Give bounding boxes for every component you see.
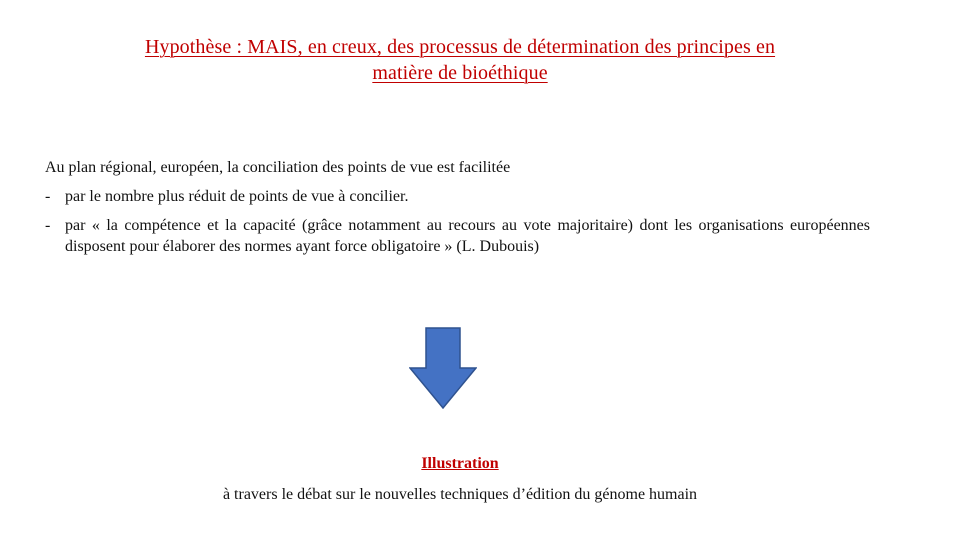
- bullet-marker: -: [45, 188, 51, 205]
- slide-body: [45, 157, 870, 265]
- slide-title-line-2: matière de bioéthique: [372, 62, 548, 84]
- down-arrow-icon: [409, 327, 477, 409]
- bullet-text-2: par « la compétence et la capacité (grâce notamment au recours au vote majoritaire) dont les organisations européennes disposent pour élaborer des normes ayant force obligatoire » (L. Dubouis): [65, 217, 870, 255]
- bullet-text-1: par le nombre plus réduit de points de vue à concilier.: [65, 188, 409, 205]
- slide-title: [40, 34, 880, 86]
- down-arrow-shape: [410, 328, 476, 408]
- bullet-list: [45, 186, 870, 257]
- slide-title-line-1: Hypothèse : MAIS, en creux, des processus de détermination des principes en: [144, 36, 776, 58]
- bullet-item-1: [45, 186, 870, 207]
- intro-paragraph: Au plan régional, européen, la conciliation des points de vue est facilitée: [45, 159, 511, 176]
- illustration-label: Illustration: [421, 455, 499, 472]
- illustration-subtitle: à travers le débat sur le nouvelles techniques d’édition du génome humain: [222, 486, 698, 503]
- bullet-marker: -: [45, 217, 51, 234]
- bullet-item-2: [45, 215, 870, 257]
